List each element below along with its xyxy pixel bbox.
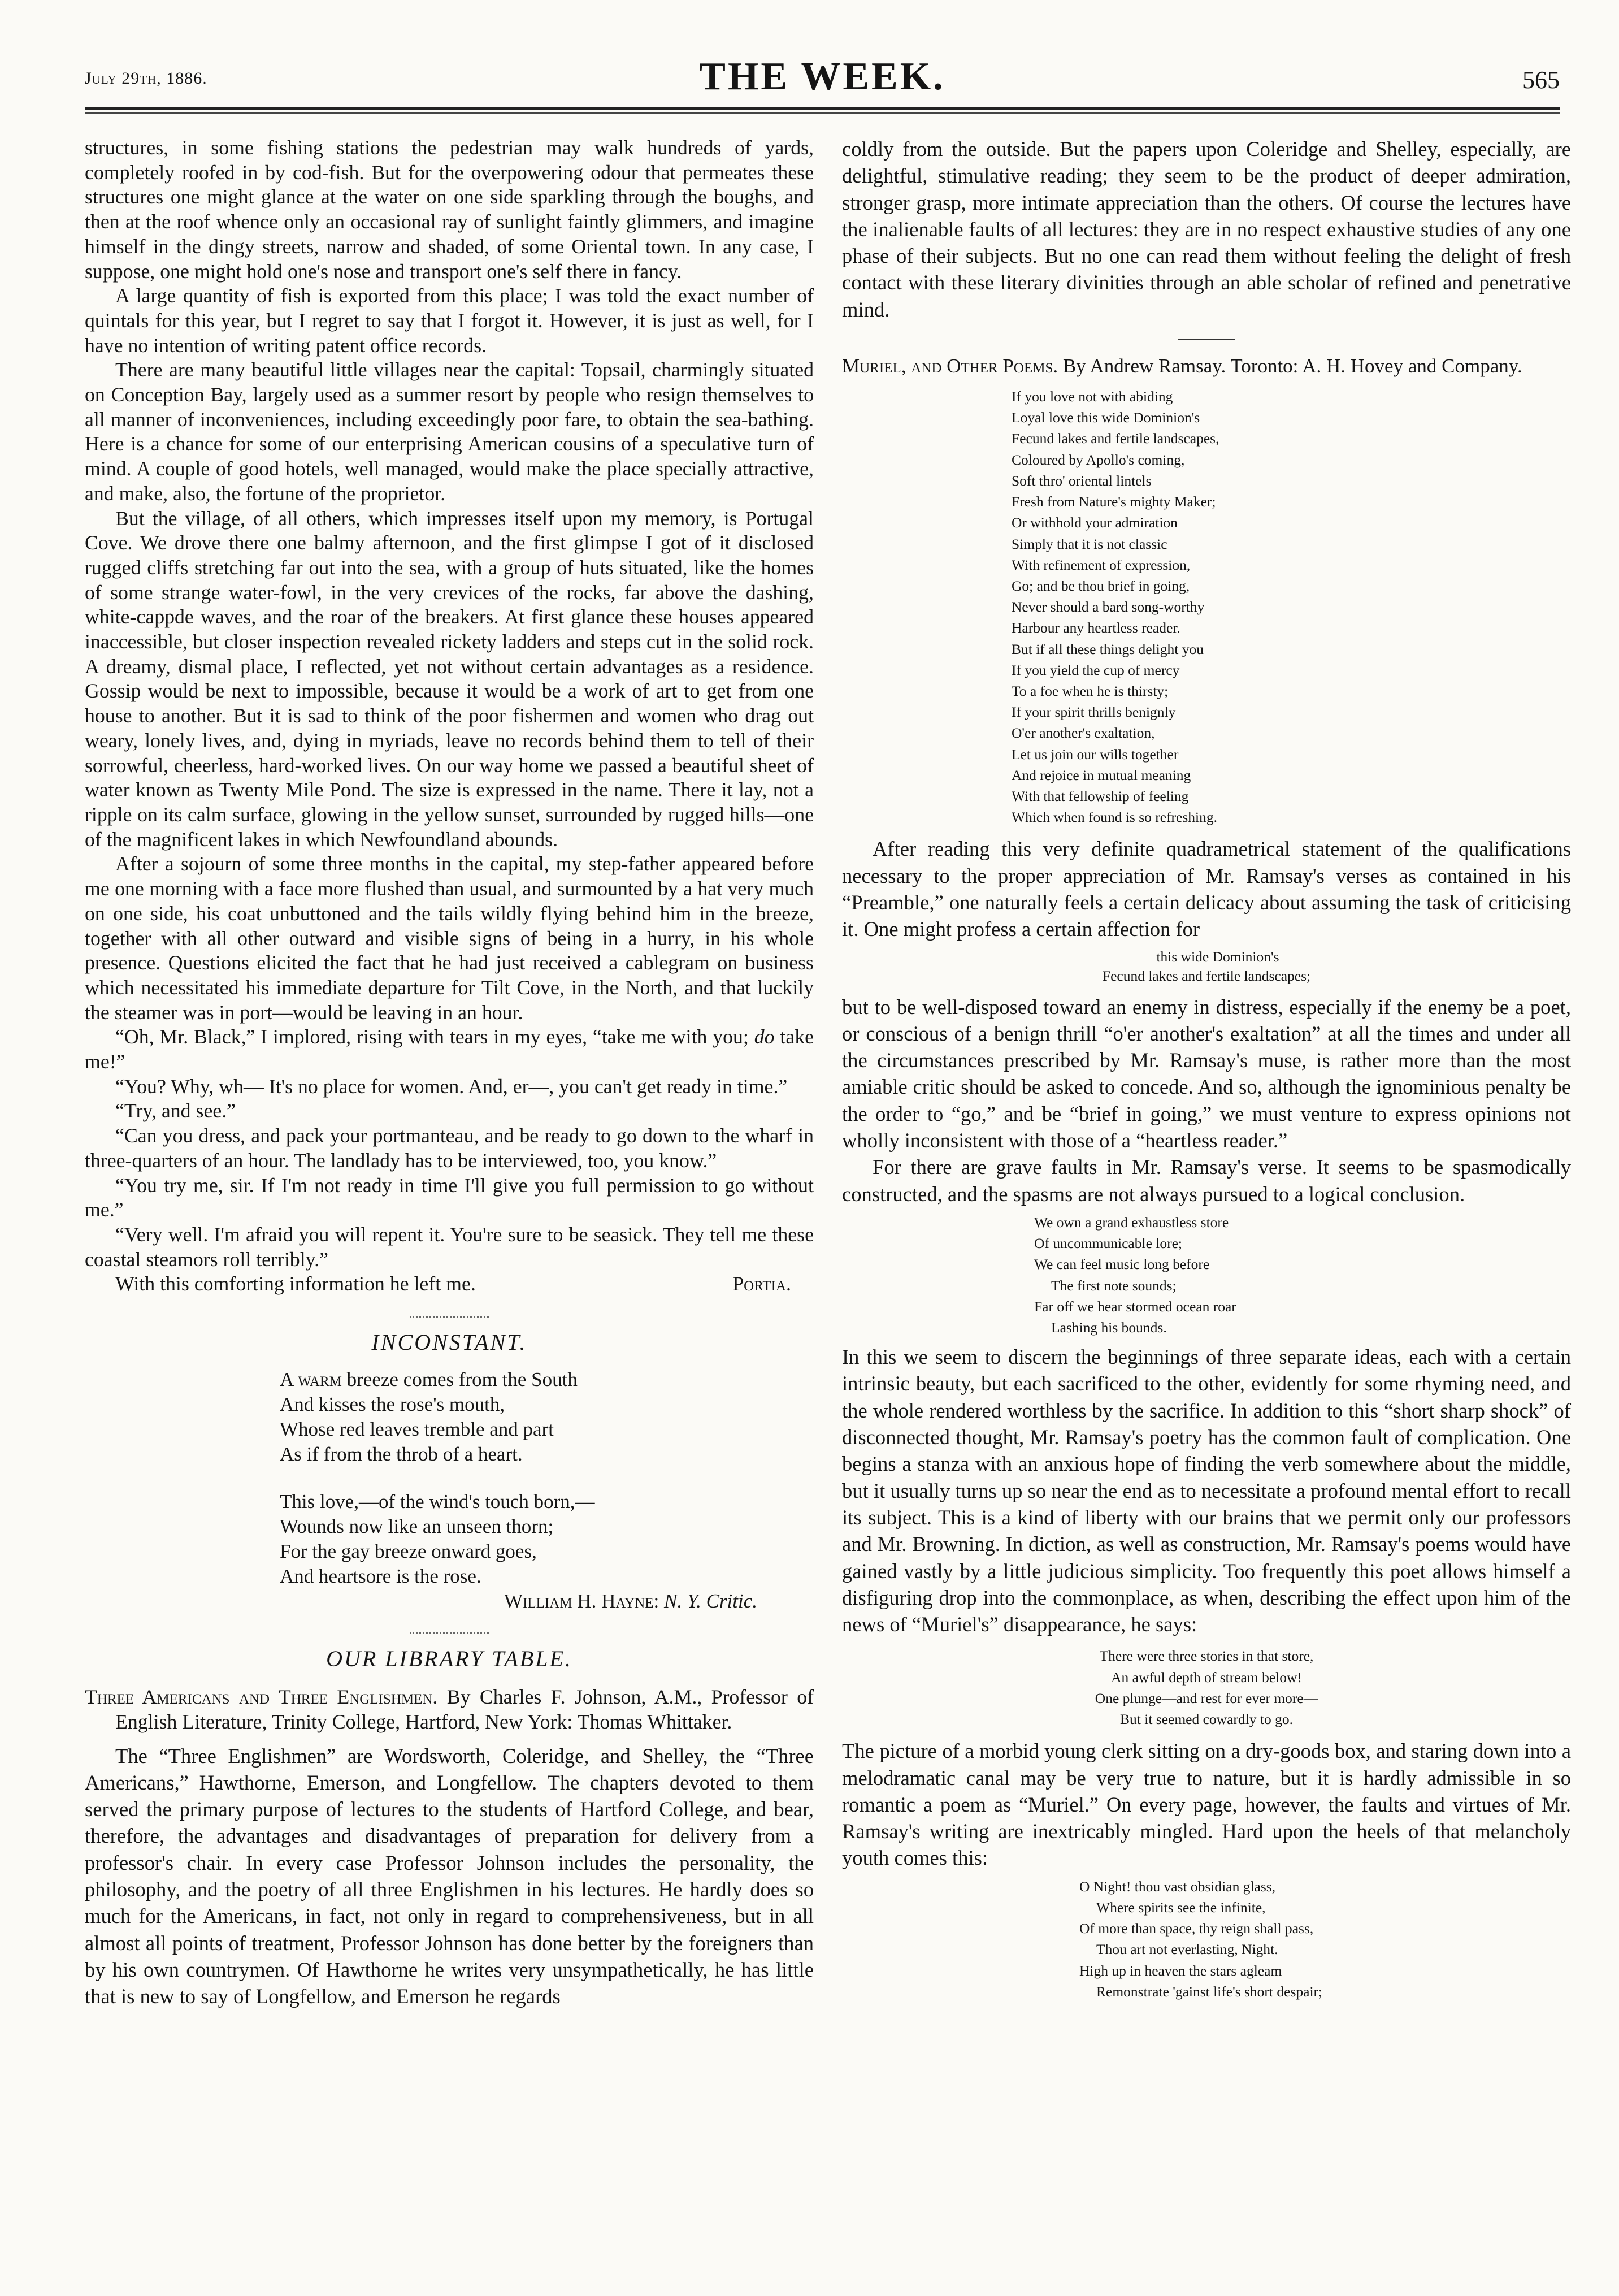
paragraph: There are many beautiful little villages near the capital: Topsail, charmingly situated on Conception Bay, largely used as a summer resort by people who resign themselves to all manner of inconveniences, including exceedingly poor fare, to obtain the sea-bathing. Here is a chance for some of our enterprising American cousins of a speculative turn of mind. A couple of good hotels, well managed, would make the place specially attractive, and make, also, the fortune of the proprietor. bbox=[85, 358, 814, 505]
poem-line: Or withhold your admiration bbox=[1012, 514, 1178, 531]
paragraph: A large quantity of fish is exported from this place; I was told the exact number of quintals for this year, but I regret to say that I forgot it. However, it is just as well, for I have no intention of writing patent office records. bbox=[85, 284, 814, 357]
quoted-stanza bbox=[1079, 1876, 1571, 2002]
poem-line: Remonstrate 'gainst life's short despair; bbox=[1096, 1983, 1323, 2000]
poem-line: Let us join our wills together bbox=[1012, 746, 1179, 763]
poem-line: As if from the throb of a heart. bbox=[280, 1442, 523, 1465]
poem bbox=[280, 1367, 814, 1589]
poem-line: Fecund lakes and fertile landscapes, bbox=[1012, 430, 1219, 447]
poem-line: Where spirits see the infinite, bbox=[1096, 1899, 1266, 1916]
poem-line: This love,—of the wind's touch born,— bbox=[280, 1490, 595, 1513]
paragraph: After reading this very definite quadrametrical statement of the qualifications necessary to the proper appreciation of Mr. Ramsay's verses as contained in his “Preamble,” one naturally feels a certain delicacy about assuming the task of criticising it. One might profess a certain affection for bbox=[842, 837, 1571, 941]
preamble-poem bbox=[1012, 386, 1571, 828]
poem-line: Soft thro' oriental lintels bbox=[1012, 472, 1152, 489]
issue-date: July 29th, 1886. bbox=[85, 69, 207, 88]
stanza bbox=[280, 1489, 814, 1589]
poem-line: To a foe when he is thirsty; bbox=[1012, 682, 1169, 699]
section-divider bbox=[410, 1632, 489, 1634]
poem-line: One plunge—and rest for ever more— bbox=[1095, 1689, 1318, 1706]
poem-title: INCONSTANT. bbox=[371, 1329, 527, 1355]
paragraph: In this we seem to discern the beginnings of three separate ideas, each with a certain intrinsic beauty, but each sacrificed to the other, evidently for some rhyming need, and the whole rendered worthless by the sacrifice. In addition to this “short sharp shock” of disconnected thought, Mr. Ramsay's poetry has the common fault of complication. One begins a stanza with an anxious hope of finding the verb somewhere about the middle, but it usually turns up so near the end as to necessitate a profound mental effort to recall its subject. This is a kind of liberty with our brains that we permit only our professors and Mr. Browning. In diction, as well as construction, Mr. Ramsay's poems would have gained vastly by a little judicious simplicity. Too frequently this poet allows himself a disfiguring drop into the commonplace, as when, describing the effect upon him of the news of “Muriel's” disappearance, he says: bbox=[842, 1345, 1571, 1636]
poem-line: With refinement of expression, bbox=[1012, 556, 1191, 573]
poem-line: Which when found is so refreshing. bbox=[1012, 809, 1217, 826]
poem-line: Loyal love this wide Dominion's bbox=[1012, 409, 1200, 426]
section-divider bbox=[410, 1316, 489, 1318]
poem-line: A warm breeze comes from the South bbox=[280, 1368, 578, 1390]
dialogue-line: “Try, and see.” bbox=[115, 1099, 236, 1123]
dialogue-line: “You try me, sir. If I'm not ready in time I'll give you full permission to go without me.” bbox=[85, 1173, 814, 1221]
poem-line: Thou art not everlasting, Night. bbox=[1096, 1941, 1278, 1958]
poem-line: And heartsore is the rose. bbox=[280, 1565, 481, 1587]
poem-line: We own a grand exhaustless store bbox=[1034, 1214, 1229, 1231]
poem-line: And rejoice in mutual meaning bbox=[1012, 766, 1191, 783]
quoted-stanza bbox=[842, 1645, 1571, 1730]
poem-line: Whose red leaves tremble and part bbox=[280, 1418, 554, 1440]
poem-line: An awful depth of stream below! bbox=[1111, 1669, 1302, 1686]
poem-line: Wounds now like an unseen thorn; bbox=[280, 1515, 554, 1537]
poem-line: The first note sounds; bbox=[1051, 1277, 1177, 1294]
poem-line: But if all these things delight you bbox=[1012, 640, 1204, 657]
dialogue-line: “Can you dress, and pack your portmanteau, and be ready to go down to the wharf in three-quarters of an hour. The landlady has to be interviewed, too, you know.” bbox=[85, 1124, 814, 1172]
poem-line: If you yield the cup of mercy bbox=[1012, 661, 1180, 678]
quoted-stanza bbox=[1034, 1212, 1571, 1338]
dialogue-line: “Very well. I'm afraid you will repent it. You're sure to be seasick. They tell me these coastal steamors roll terribly.” bbox=[85, 1223, 814, 1271]
paragraph: After a sojourn of some three months in the capital, my step-father appeared before me one morning with a face more flushed than usual, and surmounted by a hat very much on one side, his coat unbuttoned and the tails wildly flying behind him in the breeze, together with all other outward and visible signs of being in a hurry, in his whole presence. Questions elicited the fact that he had just received a cablegram on business which necessitated his immediate departure for Tilt Cove, in the North, and that luckily the steamer was in port—would be leaving in an hour. bbox=[85, 852, 814, 1024]
left-column bbox=[85, 136, 814, 2010]
poem-line: With that fellowship of feeling bbox=[1012, 787, 1189, 804]
poem-line: O Night! thou vast obsidian glass, bbox=[1079, 1878, 1276, 1895]
right-column bbox=[842, 136, 1571, 2008]
poem-line: There were three stories in that store, bbox=[1099, 1648, 1314, 1665]
header-rule bbox=[85, 107, 1560, 114]
review-heading: Three Americans and Three Englishmen. By Charles F. Johnson, A.M., Professor of English Literature, Trinity College, Hartford, New York: Thomas Whittaker. bbox=[85, 1686, 814, 1733]
poem-line: Simply that it is not classic bbox=[1012, 535, 1167, 552]
paragraph: structures, in some fishing stations the pedestrian may walk hundreds of yards, completely roofed in by cod-fish. But for the overpowering odour that permeates these structures one might glance at the water on one side sparkling through the boughs, and then at the roof whence only an occasional ray of sunlight faintly glimmers, and imagine himself in the dingy streets, narrow and shaded, of some Oriental town. In any case, I suppose, one might hold one's nose and transport one's self there in fancy. bbox=[85, 136, 814, 283]
paragraph: But the village, of all others, which impresses itself upon my memory, is Portugal Cove. We drove there one balmy afternoon, and the first glimpse I got of it disclosed rugged cliffs stretching far out into the sea, with a group of huts situated, like the homes of some strange water-fowl, in the very crevices of the rocks, far above the dashing, white-cappde waves, and the roar of the breakers. At first glance these houses appeared inaccessible, but closer inspection revealed rickety ladders and steps cut in the solid rock. A dreamy, dismal place, I reflected, yet not without certain advantages as a residence. Gossip would be next to impossible, because it would be a work of art to get from one house to another. But it is sad to think of the poor fishermen and women who drag out weary, lonely lives, and, dying in myriads, leave no records behind them to tell of their sorrowful, cheerless, hard-worked lives. On our way home we passed a beautiful sheet of water known as Twenty Mile Pond. The size is expressed in the name. There it lay, not a ripple on its calm surface, glowing in the yellow sunset, surrounded by rugged hills—one of the magnificent lakes in which Newfoundland abounds. bbox=[85, 506, 814, 851]
dialogue-line: “You? Why, wh— It's no place for women. And, er—, you can't get ready in time.” bbox=[115, 1075, 788, 1098]
author-signature: Portia. bbox=[732, 1272, 791, 1296]
masthead-title: THE WEEK. bbox=[699, 55, 945, 98]
paragraph: The picture of a morbid young clerk sitting on a dry-goods box, and staring down into a melodramatic canal may be very true to nature, but it is hardly admissible in so romantic a poem as “Muriel.” On every page, however, the faults and virtues of Mr. Ramsay's writing are inextricably mingled. Hard upon the heels of that melancholy youth comes this: bbox=[842, 1739, 1571, 1870]
poem-line: Far off we hear stormed ocean roar bbox=[1034, 1298, 1236, 1315]
poem-line: We can feel music long before bbox=[1034, 1256, 1210, 1273]
section-divider bbox=[1178, 339, 1235, 340]
poem-line: Of uncommunicable lore; bbox=[1034, 1235, 1182, 1252]
poem-line: High up in heaven the stars agleam bbox=[1079, 1962, 1282, 1979]
poem-line: O'er another's exaltation, bbox=[1012, 725, 1155, 742]
poem-line: If your spirit thrills benignly bbox=[1012, 704, 1176, 721]
poem-attribution: William H. Hayne: N. Y. Critic. bbox=[504, 1589, 757, 1612]
poem-line: Lashing his bounds. bbox=[1051, 1319, 1167, 1336]
stanza bbox=[280, 1367, 814, 1467]
poem-line: Never should a bard song-worthy bbox=[1012, 599, 1205, 616]
paragraph: The “Three Englishmen” are Wordsworth, Coleridge, and Shelley, the “Three Americans,” Hawthorne, Emerson, and Longfellow. The chapters devoted to them served the primary purpose of lectures to the students of Hartford College, and bear, therefore, the advantages and disadvantages of preparation for delivery from a professor's chair. In every case Professor Johnson includes the personality, the philosophy, and the poetry of all three Englishmen in his lectures. He hardly does so much for the Americans, in fact, not only in regard to comprehensiveness, but in all almost all points of treatment, Professor Johnson has done better by the foreigners than by his own countrymen. Of Hawthorne he writes very unsympathetically, he has little that is new to say of Longfellow, and Emerson he regards bbox=[85, 1744, 814, 2008]
poem-line: Coloured by Apollo's coming, bbox=[1012, 451, 1185, 468]
poem-line: If you love not with abiding bbox=[1012, 388, 1173, 405]
inline-quote: this wide Dominion's Fecund lakes and fertile landscapes; bbox=[1102, 948, 1311, 984]
dialogue-line: “Oh, Mr. Black,” I implored, rising with tears in my eyes, “take me with you; do take me!” bbox=[85, 1025, 814, 1073]
poem-line: Of more than space, thy reign shall pass, bbox=[1079, 1920, 1314, 1937]
paragraph: For there are grave faults in Mr. Ramsay's verse. It seems to be spasmodically constructed, and the spasms are not always pursued to a logical conclusion. bbox=[842, 1155, 1571, 1206]
poem-line: Go; and be thou brief in going, bbox=[1012, 577, 1190, 594]
section-title: OUR LIBRARY TABLE. bbox=[326, 1646, 572, 1672]
poem-line: And kisses the rose's mouth, bbox=[280, 1393, 505, 1415]
closing-line: With this comforting information he left me. Portia. bbox=[85, 1272, 814, 1297]
review-heading: Muriel, and Other Poems. By Andrew Ramsay. Toronto: A. H. Hovey and Company. bbox=[842, 355, 1522, 378]
paragraph: coldly from the outside. But the papers upon Coleridge and Shelley, especially, are delightful, stimulative reading; they seem to be the product of deeper admiration, stronger grasp, more intimate appreciation than the others. Of course the lectures have the inalienable faults of all lectures: they are in no respect exhaustive studies of any one phase of their subjects. But no one can read them without feeling the delight of fresh contact with these literary divinities through an able scholar of refined and penetrative mind. bbox=[842, 137, 1571, 321]
poem-line: Fresh from Nature's mighty Maker; bbox=[1012, 493, 1216, 510]
poem-line: For the gay breeze onward goes, bbox=[280, 1540, 537, 1562]
page-number: 565 bbox=[1522, 66, 1560, 94]
poem-line: Harbour any heartless reader. bbox=[1012, 620, 1180, 636]
page-header bbox=[85, 34, 1560, 119]
paragraph: but to be well-disposed toward an enemy in distress, especially if the enemy be a poet, or conscious of a benign thrill “o'er another's exaltation” at all the times and under all the circumstances prescribed by Mr. Ramsay's muse, is rather more than the most amiable critic should be asked to concede. And so, although the ignominious penalty be the order to “go,” and be “brief in going,” we must venture to express opinions not wholly inconsistent with those of a “heartless reader.” bbox=[842, 995, 1571, 1153]
poem-line: But it seemed cowardly to go. bbox=[1120, 1711, 1293, 1727]
